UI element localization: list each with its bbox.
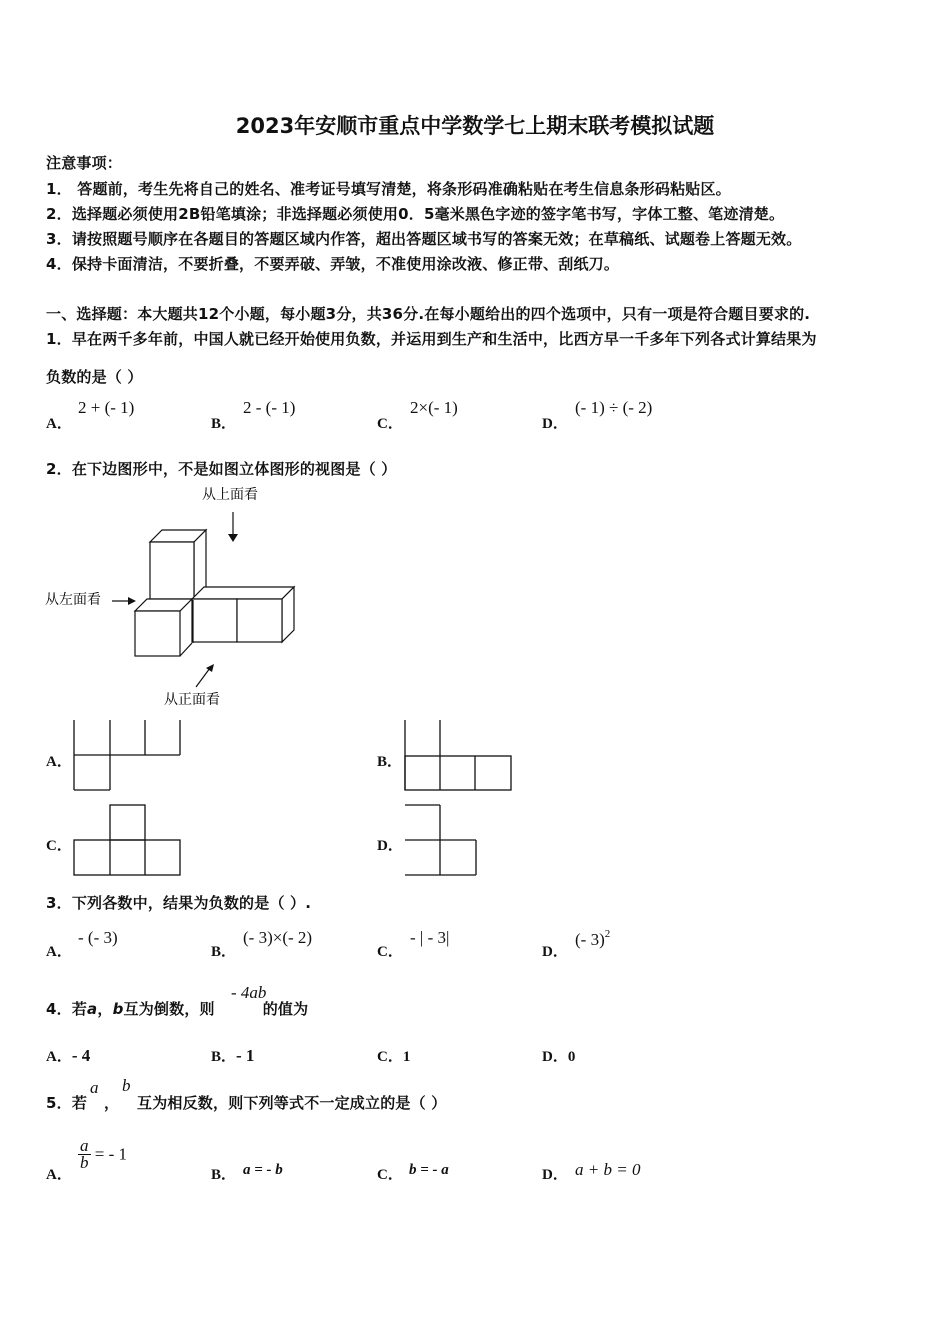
q4-var-a: a xyxy=(87,1000,98,1018)
q5-option-b-label: B． xyxy=(211,1167,237,1183)
notice-heading: 注意事项： xyxy=(46,154,123,172)
q2-stem: 2．在下边图形中，不是如图立体图形的视图是（ ） xyxy=(46,460,397,478)
q3-option-a-expr: - (- 3) xyxy=(78,928,118,947)
arrow-right-icon xyxy=(128,597,136,605)
q5-var-b: b xyxy=(122,1076,131,1095)
q4-option-a-label: A． xyxy=(46,1049,72,1065)
q1-option-d-label: D． xyxy=(542,416,568,432)
q2-option-b-label: B． xyxy=(377,754,403,770)
q5-stem-pre: 5．若 xyxy=(46,1094,88,1112)
q2-option-a-label: A． xyxy=(46,754,72,770)
q2-solid-figure xyxy=(40,482,320,712)
view-label-top: 从上面看 xyxy=(202,487,258,503)
q1-option-b-expr: 2 - (- 1) xyxy=(243,398,296,417)
q5-stem-post: 互为相反数，则下列等式不一定成立的是（ ） xyxy=(137,1094,447,1112)
arrow-down-icon xyxy=(228,534,238,542)
q3-option-d-exponent: 2 xyxy=(604,928,611,940)
q4-option-a xyxy=(46,1045,90,1066)
cube-front-front xyxy=(135,611,180,656)
q1-option-a-label: A． xyxy=(46,416,72,432)
q4-option-c-label: C． xyxy=(377,1049,403,1065)
q4-option-c-value: 1 xyxy=(402,1049,411,1065)
cube-upper-front xyxy=(150,542,194,599)
q4-expr: - 4ab xyxy=(231,983,267,1002)
cube-right-front-2 xyxy=(237,599,282,642)
q4-option-c xyxy=(377,1045,410,1066)
q1-stem-line1: 1．早在两千多年前，中国人就已经开始使用负数，并运用到生产和生活中，比西方早一千多年下列各式计算结果为 xyxy=(46,330,817,348)
q1-option-c-expr: 2×(- 1) xyxy=(410,398,458,417)
q5-option-a-expr xyxy=(78,1138,127,1171)
q4-var-b: b xyxy=(112,1000,124,1018)
q5-option-c-expr: b = - a xyxy=(409,1162,449,1178)
q3-stem: 3．下列各数中，结果为负数的是（ ）. xyxy=(46,894,312,912)
q5-option-d-label: D． xyxy=(542,1167,568,1183)
q2-option-d-label: D． xyxy=(377,838,403,854)
cube-right-front-1 xyxy=(192,599,237,642)
q4-option-b-value: - 1 xyxy=(236,1046,255,1065)
q1-option-c-label: C． xyxy=(377,416,403,432)
cube-right-top xyxy=(192,587,294,599)
q4-stem xyxy=(46,998,308,1019)
q5-option-c-label: C． xyxy=(377,1167,403,1183)
q4-mid: 互为倒数，则 xyxy=(123,1000,215,1018)
q5-var-a: a xyxy=(90,1078,99,1097)
q3-option-a-label: A． xyxy=(46,944,72,960)
q2-option-c-view xyxy=(72,803,184,877)
q1-stem-line2: 负数的是（ ） xyxy=(46,368,143,386)
q1-option-b-label: B． xyxy=(211,416,237,432)
q5-option-a-fraction xyxy=(78,1138,91,1171)
notice-item: 1． 答题前，考生先将自己的姓名、准考证号填写清楚，将条形码准确粘贴在考生信息条形码粘贴区。 xyxy=(46,180,731,198)
section-heading: 一、选择题：本大题共12个小题，每小题3分，共36分.在每小题给出的四个选项中，只有一项是符合题目要求的. xyxy=(46,305,811,323)
q5-option-d-expr: a + b = 0 xyxy=(575,1160,641,1179)
q3-option-d-base: (- 3) xyxy=(575,930,605,949)
notice-item: 3．请按照题号顺序在各题目的答题区域内作答，超出答题区域书写的答案无效；在草稿纸、试题卷上答题无效。 xyxy=(46,230,802,248)
q3-option-b-expr: (- 3)×(- 2) xyxy=(243,928,313,947)
q1-option-d-expr: (- 1) ÷ (- 2) xyxy=(575,398,653,417)
notice-item: 2．选择题必须使用2B铅笔填涂；非选择题必须使用0．5毫米黑色字迹的签字笔书写，字体工整、笔迹清楚。 xyxy=(46,205,785,223)
q5-option-b-expr: a = - b xyxy=(243,1162,283,1178)
q3-option-d-label: D． xyxy=(542,944,568,960)
q3-option-c-expr: - | - 3| xyxy=(410,928,450,947)
q4-option-d-value: 0 xyxy=(567,1049,576,1065)
page-title: 2023年安顺市重点中学数学七上期末联考模拟试题 xyxy=(235,114,715,138)
q3-option-c-label: C． xyxy=(377,944,403,960)
q3-option-d-expr xyxy=(575,928,610,950)
q4-option-d-label: D． xyxy=(542,1049,568,1065)
q5-option-a-label: A． xyxy=(46,1167,72,1183)
q2-option-b-view xyxy=(403,720,515,792)
q2-option-d-view xyxy=(403,803,483,877)
view-label-left: 从左面看 xyxy=(45,592,101,608)
q4-post: 的值为 xyxy=(262,1000,309,1018)
q4-option-a-value: - 4 xyxy=(71,1046,91,1065)
q2-option-c-label: C． xyxy=(46,838,72,854)
q4-comma: ， xyxy=(97,1000,113,1018)
q4-option-b-label: B． xyxy=(211,1049,237,1065)
q1-option-a-expr: 2 + (- 1) xyxy=(78,398,135,417)
q4-pre: 4．若 xyxy=(46,1000,88,1018)
q5-option-a-num: a xyxy=(80,1136,89,1155)
q4-option-d xyxy=(542,1045,575,1066)
q2-option-a-view xyxy=(72,720,184,792)
q5-comma: ， xyxy=(104,1094,120,1112)
q4-option-b xyxy=(211,1045,254,1066)
q3-option-b-label: B． xyxy=(211,944,237,960)
cube-front-top xyxy=(135,599,192,611)
q5-option-a-den: b xyxy=(80,1153,89,1172)
q5-option-a-rest: = - 1 xyxy=(94,1144,127,1164)
notice-item: 4．保持卡面清洁，不要折叠，不要弄破、弄皱，不准使用涂改液、修正带、刮纸刀。 xyxy=(46,255,620,273)
view-label-front: 从正面看 xyxy=(164,692,220,708)
